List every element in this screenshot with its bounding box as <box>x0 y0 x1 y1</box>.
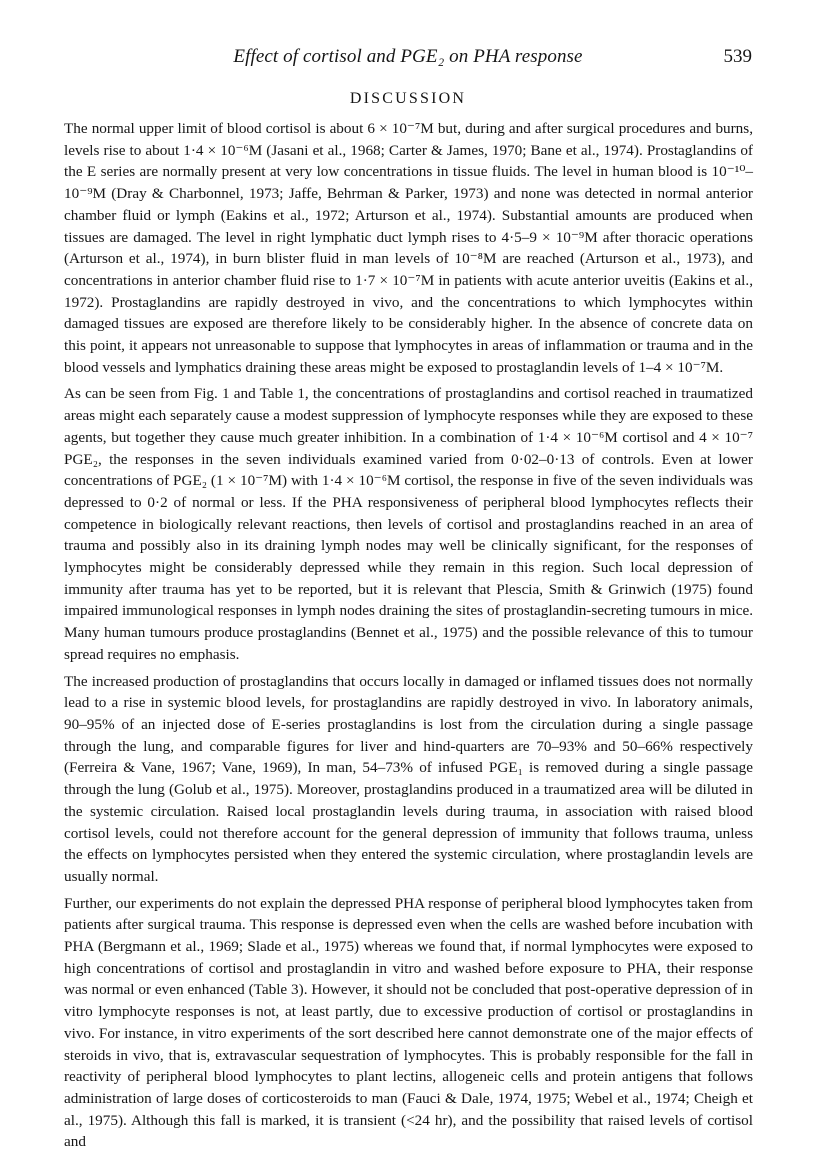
paragraph-2: As can be seen from Fig. 1 and Table 1, the concentrations of prostaglandins and cortisol reached in traumatized areas might each separately cause a modest suppression of lymphocyte responses while they are exposed to these agents, but together they cause much greater inhibition. In a combination of 1·4 × 10⁻⁶M cortisol and 4 × 10⁻⁷ PGE₂, the responses in the seven individuals examined varied from 0·02–0·13 of controls. Even at lower concentrations of PGE₂ (1 × 10⁻⁷M) with 1·4 × 10⁻⁶M cortisol, the response in five of the seven individuals was depressed to 0·2 of normal or less. If the PHA responsiveness of peripheral blood lymphocytes reflects their competence in biologically relevant reactions, then levels of cortisol and prostaglandins reached in an area of trauma and possibly also in its draining lymph nodes may well be clinically significant, for the responses of lymphocytes might be considerably depressed while they remain in this region. Such local depression of immunity after trauma has yet to be reported, but it is relevant that Plescia, Smith & Grinwich (1975) found impaired immunological responses in lymph nodes draining the sites of prostaglandin-secreting tumours in mice. Many human tumours produce prostaglandins (Bennet et al., 1975) and the possible relevance of this to tumour spread requires no emphasis. <box>64 385 753 663</box>
running-head <box>0 46 816 70</box>
paragraph-4: Further, our experiments do not explain the depressed PHA response of peripheral blood lymphocytes taken from patients after surgical trauma. This response is depressed even when the cells are washed before incubation with PHA (Bergmann et al., 1969; Slade et al., 1975) whereas we found that, if normal lymphocytes were exposed to high concentrations of cortisol and prostaglandin in vitro and washed before exposure to PHA, their response was normal or even enhanced (Table 3). However, it should not be concluded that post-operative depression of in vitro lymphocyte responses is not, at least partly, due to excessive production of cortisol or prostaglandins in vivo. For instance, in vitro experiments of the sort described here cannot demonstrate one of the major effects of steroids in vivo, that is, extravascular sequestration of lymphocytes. This is probably responsible for the fall in reactivity of peripheral blood lymphocytes to plant lectins, allogeneic cells and protein antigens that follows administration of large doses of corticosteroids to man (Fauci & Dale, 1974, 1975; Webel et al., 1974; Cheigh et al., 1975). Although this fall is marked, it is transient (<24 hr), and the possibility that raised levels of cortisol and <box>64 894 753 1151</box>
paragraph-3: The increased production of prostaglandins that occurs locally in damaged or inflamed tissues does not normally lead to a rise in systemic blood levels, for prostaglandins are rapidly destroyed in vivo. In laboratory animals, 90–95% of an injected dose of E-series prostaglandins is lost from the circulation during a single passage through the lung, and comparable figures for liver and hind-quarters are 70–93% and 50–66% respectively (Ferreira & Vane, 1967; Vane, 1969), In man, 54–73% of infused PGE₁ is removed during a single passage through the lung (Golub et al., 1975). Moreover, prostaglandins produced in a traumatized area will be diluted in the systemic circulation. Raised local prostaglandin levels during trauma, in association with raised blood cortisol levels, could not therefore account for the general depression of immunity that follows trauma, unless the effects on lymphocytes persisted when they entered the systemic circulation, where prostaglandin levels are usually normal. <box>64 672 753 885</box>
paragraph-1: The normal upper limit of blood cortisol is about 6 × 10⁻⁷M but, during and after surgical procedures and burns, levels rise to about 1·4 × 10⁻⁶M (Jasani et al., 1968; Carter & James, 1970; Bane et al., 1974). Prostaglandins of the E series are normally present at very low concentrations in tissue fluids. The level in human blood is 10⁻¹⁰–10⁻⁹M (Dray & Charbonnel, 1973; Jaffe, Behrman & Parker, 1973) and none was detected in normal anterior chamber fluid or lymph (Eakins et al., 1972; Arturson et al., 1974). Substantial amounts are produced when tissues are damaged. The level in right lymphatic duct lymph rises to 4·5–9 × 10⁻⁹M after thoracic operations (Arturson et al., 1974), in burn blister fluid in man levels of 10⁻⁸M are reached (Arturson et al., 1973), and concentrations in anterior chamber fluid rise to 1·7 × 10⁻⁷M in patients with acute anterior uveitis (Eakins et al., 1972). Prostaglandins are rapidly destroyed in vivo, and the concentrations to which lymphocytes within damaged tissues are exposed are therefore likely to be considerably higher. In the absence of concrete data on this point, it appears not unreasonable to suppose that lymphocytes in areas of inflammation or trauma and in the blood vessels and lymphatics draining these areas might be exposed to prostaglandin levels of 1–4 × 10⁻⁷M. <box>64 120 753 376</box>
body-text <box>64 118 753 1153</box>
page-number: 539 <box>723 46 752 67</box>
running-title: Effect of cortisol and PGE₂ on PHA response <box>233 46 583 67</box>
section-heading: DISCUSSION <box>349 90 467 107</box>
